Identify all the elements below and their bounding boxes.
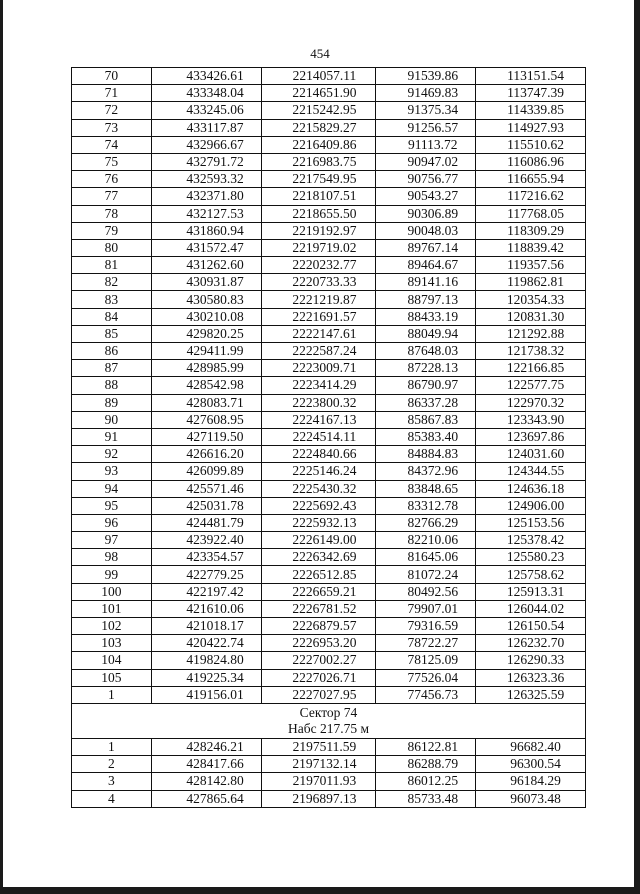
coord-x-cell: 430580.83 — [151, 291, 261, 308]
table-row — [72, 790, 586, 807]
coord-x-local-cell: 77526.04 — [376, 669, 476, 686]
scan-border-left — [0, 0, 3, 894]
coord-y-local-cell: 126044.02 — [476, 600, 586, 617]
coord-y-cell: 2225146.24 — [261, 463, 376, 480]
table-row — [72, 618, 586, 635]
table-row — [72, 188, 586, 205]
coord-x-local-cell: 84884.83 — [376, 446, 476, 463]
coord-x-local-cell: 91113.72 — [376, 136, 476, 153]
point-number-cell: 90 — [72, 411, 152, 428]
coord-x-cell: 430210.08 — [151, 308, 261, 325]
coord-y-cell: 2220232.77 — [261, 257, 376, 274]
coord-y-local-cell: 119357.56 — [476, 257, 586, 274]
point-number-cell: 71 — [72, 85, 152, 102]
coord-y-local-cell: 122577.75 — [476, 377, 586, 394]
point-number-cell: 84 — [72, 308, 152, 325]
table-row — [72, 497, 586, 514]
coord-y-local-cell: 96682.40 — [476, 738, 586, 755]
coord-y-local-cell: 114927.93 — [476, 119, 586, 136]
coord-x-local-cell: 83848.65 — [376, 480, 476, 497]
coord-x-cell: 431572.47 — [151, 239, 261, 256]
coord-x-cell: 419824.80 — [151, 652, 261, 669]
coord-x-local-cell: 77456.73 — [376, 686, 476, 703]
coord-x-cell: 432371.80 — [151, 188, 261, 205]
point-number-cell: 87 — [72, 360, 152, 377]
table-row — [72, 514, 586, 531]
point-number-cell: 1 — [72, 686, 152, 703]
point-number-cell: 103 — [72, 635, 152, 652]
point-number-cell: 76 — [72, 171, 152, 188]
coord-x-cell: 433426.61 — [151, 68, 261, 85]
coord-x-local-cell: 81645.06 — [376, 549, 476, 566]
coord-y-cell: 2226781.52 — [261, 600, 376, 617]
coord-y-local-cell: 118309.29 — [476, 222, 586, 239]
coord-y-local-cell: 96184.29 — [476, 773, 586, 790]
point-number-cell: 72 — [72, 102, 152, 119]
table-row — [72, 102, 586, 119]
coord-y-local-cell: 120831.30 — [476, 308, 586, 325]
table-row — [72, 394, 586, 411]
coord-y-cell: 2223009.71 — [261, 360, 376, 377]
coord-x-local-cell: 86122.81 — [376, 738, 476, 755]
table-row — [72, 377, 586, 394]
table-row — [72, 480, 586, 497]
coord-y-local-cell: 122166.85 — [476, 360, 586, 377]
coord-x-local-cell: 86012.25 — [376, 773, 476, 790]
coord-y-local-cell: 119862.81 — [476, 274, 586, 291]
coord-y-local-cell: 113151.54 — [476, 68, 586, 85]
coord-y-cell: 2197132.14 — [261, 756, 376, 773]
coord-x-cell: 420422.74 — [151, 635, 261, 652]
coord-y-cell: 2216409.86 — [261, 136, 376, 153]
coord-x-local-cell: 91256.57 — [376, 119, 476, 136]
coord-x-local-cell: 79907.01 — [376, 600, 476, 617]
coord-x-local-cell: 86790.97 — [376, 377, 476, 394]
point-number-cell: 73 — [72, 119, 152, 136]
table-row — [72, 532, 586, 549]
coord-x-local-cell: 90756.77 — [376, 171, 476, 188]
coord-y-local-cell: 123343.90 — [476, 411, 586, 428]
point-number-cell: 82 — [72, 274, 152, 291]
coord-x-local-cell: 86288.79 — [376, 756, 476, 773]
coord-y-local-cell: 124906.00 — [476, 497, 586, 514]
point-number-cell: 83 — [72, 291, 152, 308]
point-number-cell: 2 — [72, 756, 152, 773]
table-row — [72, 549, 586, 566]
coord-x-local-cell: 87228.13 — [376, 360, 476, 377]
coord-y-local-cell: 122970.32 — [476, 394, 586, 411]
coord-x-local-cell: 84372.96 — [376, 463, 476, 480]
table-row — [72, 274, 586, 291]
coord-y-local-cell: 124344.55 — [476, 463, 586, 480]
coord-y-local-cell: 121738.32 — [476, 343, 586, 360]
coord-y-cell: 2218655.50 — [261, 205, 376, 222]
point-number-cell: 78 — [72, 205, 152, 222]
coord-x-cell: 426616.20 — [151, 446, 261, 463]
point-number-cell: 102 — [72, 618, 152, 635]
point-number-cell: 70 — [72, 68, 152, 85]
coord-x-cell: 425571.46 — [151, 480, 261, 497]
coord-y-cell: 2223414.29 — [261, 377, 376, 394]
coord-x-local-cell: 88049.94 — [376, 325, 476, 342]
coord-x-cell: 432966.67 — [151, 136, 261, 153]
sector-header-row — [72, 703, 586, 738]
point-number-cell: 85 — [72, 325, 152, 342]
coord-y-cell: 2219192.97 — [261, 222, 376, 239]
coord-y-local-cell: 118839.42 — [476, 239, 586, 256]
coord-x-cell: 424481.79 — [151, 514, 261, 531]
coord-x-cell: 426099.89 — [151, 463, 261, 480]
coord-y-local-cell: 116086.96 — [476, 153, 586, 170]
coord-x-local-cell: 86337.28 — [376, 394, 476, 411]
coord-x-local-cell: 82210.06 — [376, 532, 476, 549]
main-rows — [72, 68, 586, 704]
sector-header-cell — [72, 703, 586, 738]
table-row — [72, 85, 586, 102]
coord-y-cell: 2214057.11 — [261, 68, 376, 85]
coord-y-cell: 2214651.90 — [261, 85, 376, 102]
coord-y-cell: 2226879.57 — [261, 618, 376, 635]
coord-y-cell: 2226953.20 — [261, 635, 376, 652]
coord-y-local-cell: 117768.05 — [476, 205, 586, 222]
point-number-cell: 95 — [72, 497, 152, 514]
point-number-cell: 101 — [72, 600, 152, 617]
coord-x-cell: 427608.95 — [151, 411, 261, 428]
point-number-cell: 97 — [72, 532, 152, 549]
table-row — [72, 205, 586, 222]
coord-x-cell: 429820.25 — [151, 325, 261, 342]
coord-x-cell: 421610.06 — [151, 600, 261, 617]
coord-y-cell: 2227002.27 — [261, 652, 376, 669]
point-number-cell: 93 — [72, 463, 152, 480]
coord-y-cell: 2219719.02 — [261, 239, 376, 256]
coord-x-local-cell: 89464.67 — [376, 257, 476, 274]
coord-x-cell: 422779.25 — [151, 566, 261, 583]
coord-y-local-cell: 125580.23 — [476, 549, 586, 566]
point-number-cell: 74 — [72, 136, 152, 153]
table-row — [72, 68, 586, 85]
coord-y-local-cell: 121292.88 — [476, 325, 586, 342]
coord-x-local-cell: 89767.14 — [376, 239, 476, 256]
coord-y-cell: 2220733.33 — [261, 274, 376, 291]
coord-x-cell: 433348.04 — [151, 85, 261, 102]
table-row — [72, 635, 586, 652]
coord-x-local-cell: 85867.83 — [376, 411, 476, 428]
coord-x-local-cell: 90947.02 — [376, 153, 476, 170]
coord-y-local-cell: 125758.62 — [476, 566, 586, 583]
point-number-cell: 81 — [72, 257, 152, 274]
coord-x-cell: 428542.98 — [151, 377, 261, 394]
coord-y-cell: 2226512.85 — [261, 566, 376, 583]
coord-x-local-cell: 91469.83 — [376, 85, 476, 102]
coord-y-local-cell: 117216.62 — [476, 188, 586, 205]
coord-y-cell: 2225932.13 — [261, 514, 376, 531]
coord-x-local-cell: 79316.59 — [376, 618, 476, 635]
coord-x-local-cell: 91375.34 — [376, 102, 476, 119]
coord-x-cell: 428083.71 — [151, 394, 261, 411]
coord-y-cell: 2215242.95 — [261, 102, 376, 119]
coord-y-cell: 2217549.95 — [261, 171, 376, 188]
point-number-cell: 104 — [72, 652, 152, 669]
coord-y-local-cell: 124031.60 — [476, 446, 586, 463]
coord-y-local-cell: 125153.56 — [476, 514, 586, 531]
coord-x-cell: 428246.21 — [151, 738, 261, 755]
coord-x-cell: 423354.57 — [151, 549, 261, 566]
coord-x-cell: 419156.01 — [151, 686, 261, 703]
coord-x-cell: 430931.87 — [151, 274, 261, 291]
coord-y-local-cell: 123697.86 — [476, 428, 586, 445]
table-row — [72, 686, 586, 703]
coord-y-cell: 2196897.13 — [261, 790, 376, 807]
table-row — [72, 239, 586, 256]
table-row — [72, 325, 586, 342]
table-row — [72, 291, 586, 308]
coord-x-local-cell: 89141.16 — [376, 274, 476, 291]
coord-y-cell: 2223800.32 — [261, 394, 376, 411]
coord-y-local-cell: 120354.33 — [476, 291, 586, 308]
coord-y-cell: 2216983.75 — [261, 153, 376, 170]
coord-y-cell: 2197511.59 — [261, 738, 376, 755]
point-number-cell: 80 — [72, 239, 152, 256]
coord-y-cell: 2227027.95 — [261, 686, 376, 703]
coord-x-cell: 427865.64 — [151, 790, 261, 807]
point-number-cell: 99 — [72, 566, 152, 583]
coord-y-cell: 2222147.61 — [261, 325, 376, 342]
sector-title: Сектор 74 — [299, 704, 358, 720]
coord-y-local-cell: 124636.18 — [476, 480, 586, 497]
coord-x-local-cell: 78125.09 — [376, 652, 476, 669]
table-row — [72, 360, 586, 377]
page-number: 454 — [310, 46, 330, 61]
coord-x-cell: 421018.17 — [151, 618, 261, 635]
point-number-cell: 91 — [72, 428, 152, 445]
table-row — [72, 153, 586, 170]
scan-border-bottom — [0, 887, 640, 894]
point-number-cell: 89 — [72, 394, 152, 411]
coord-y-local-cell: 113747.39 — [476, 85, 586, 102]
coord-y-local-cell: 126290.33 — [476, 652, 586, 669]
coord-y-local-cell: 114339.85 — [476, 102, 586, 119]
coord-x-local-cell: 82766.29 — [376, 514, 476, 531]
sector-header-group — [72, 703, 586, 738]
coord-x-local-cell: 85383.40 — [376, 428, 476, 445]
coord-y-local-cell: 115510.62 — [476, 136, 586, 153]
table-row — [72, 119, 586, 136]
table-row — [72, 738, 586, 755]
coord-x-local-cell: 91539.86 — [376, 68, 476, 85]
point-number-cell: 92 — [72, 446, 152, 463]
point-number-cell: 98 — [72, 549, 152, 566]
coord-y-cell: 2215829.27 — [261, 119, 376, 136]
point-number-cell: 88 — [72, 377, 152, 394]
coord-y-local-cell: 125378.42 — [476, 532, 586, 549]
coord-y-local-cell: 116655.94 — [476, 171, 586, 188]
point-number-cell: 96 — [72, 514, 152, 531]
table-row — [72, 463, 586, 480]
coord-x-local-cell: 90048.03 — [376, 222, 476, 239]
coord-y-local-cell: 96300.54 — [476, 756, 586, 773]
coord-y-local-cell: 126323.36 — [476, 669, 586, 686]
coord-y-cell: 2224514.11 — [261, 428, 376, 445]
coord-y-cell: 2224840.66 — [261, 446, 376, 463]
coord-y-cell: 2226659.21 — [261, 583, 376, 600]
coord-y-local-cell: 96073.48 — [476, 790, 586, 807]
coord-x-local-cell: 87648.03 — [376, 343, 476, 360]
table-row — [72, 600, 586, 617]
coord-x-cell: 431262.60 — [151, 257, 261, 274]
coord-x-cell: 422197.42 — [151, 583, 261, 600]
table-row — [72, 222, 586, 239]
point-number-cell: 3 — [72, 773, 152, 790]
point-number-cell: 79 — [72, 222, 152, 239]
coord-y-cell: 2226342.69 — [261, 549, 376, 566]
coord-x-cell: 419225.34 — [151, 669, 261, 686]
coord-y-local-cell: 126150.54 — [476, 618, 586, 635]
coord-x-local-cell: 80492.56 — [376, 583, 476, 600]
coord-x-cell: 423922.40 — [151, 532, 261, 549]
table-row — [72, 171, 586, 188]
point-number-cell: 105 — [72, 669, 152, 686]
coord-y-cell: 2197011.93 — [261, 773, 376, 790]
scan-border-right — [634, 0, 640, 894]
table-row — [72, 308, 586, 325]
coord-x-cell: 432791.72 — [151, 153, 261, 170]
coord-y-cell: 2218107.51 — [261, 188, 376, 205]
point-number-cell: 100 — [72, 583, 152, 600]
point-number-cell: 75 — [72, 153, 152, 170]
coord-y-cell: 2224167.13 — [261, 411, 376, 428]
table-row — [72, 566, 586, 583]
coord-x-local-cell: 78722.27 — [376, 635, 476, 652]
coord-x-cell: 428142.80 — [151, 773, 261, 790]
table-row — [72, 411, 586, 428]
table-row — [72, 669, 586, 686]
point-number-cell: 86 — [72, 343, 152, 360]
coord-y-cell: 2225692.43 — [261, 497, 376, 514]
sector-rows — [72, 738, 586, 807]
coord-x-local-cell: 83312.78 — [376, 497, 476, 514]
coordinates-table — [71, 67, 586, 808]
coord-x-cell: 433245.06 — [151, 102, 261, 119]
point-number-cell: 4 — [72, 790, 152, 807]
coord-x-cell: 433117.87 — [151, 119, 261, 136]
coord-x-cell: 428417.66 — [151, 756, 261, 773]
coord-y-cell: 2221691.57 — [261, 308, 376, 325]
point-number-cell: 94 — [72, 480, 152, 497]
coord-y-local-cell: 126232.70 — [476, 635, 586, 652]
coord-x-cell: 431860.94 — [151, 222, 261, 239]
coord-x-cell: 425031.78 — [151, 497, 261, 514]
coord-x-local-cell: 85733.48 — [376, 790, 476, 807]
coord-x-local-cell: 90306.89 — [376, 205, 476, 222]
coord-x-cell: 428985.99 — [151, 360, 261, 377]
coord-x-local-cell: 81072.24 — [376, 566, 476, 583]
sector-subtitle: Набс 217.75 м — [287, 720, 370, 736]
coord-y-local-cell: 125913.31 — [476, 583, 586, 600]
table-row — [72, 446, 586, 463]
table-row — [72, 343, 586, 360]
coord-x-local-cell: 88797.13 — [376, 291, 476, 308]
coord-y-cell: 2227026.71 — [261, 669, 376, 686]
point-number-cell: 77 — [72, 188, 152, 205]
coord-x-cell: 432127.53 — [151, 205, 261, 222]
table-row — [72, 257, 586, 274]
coord-y-cell: 2225430.32 — [261, 480, 376, 497]
table-row — [72, 652, 586, 669]
coord-x-cell: 427119.50 — [151, 428, 261, 445]
coord-y-cell: 2222587.24 — [261, 343, 376, 360]
table-row — [72, 428, 586, 445]
table-row — [72, 773, 586, 790]
coord-x-cell: 432593.32 — [151, 171, 261, 188]
table-row — [72, 583, 586, 600]
coord-y-cell: 2226149.00 — [261, 532, 376, 549]
coord-y-cell: 2221219.87 — [261, 291, 376, 308]
coord-x-local-cell: 90543.27 — [376, 188, 476, 205]
coord-y-local-cell: 126325.59 — [476, 686, 586, 703]
coord-x-local-cell: 88433.19 — [376, 308, 476, 325]
coord-x-cell: 429411.99 — [151, 343, 261, 360]
table-row — [72, 136, 586, 153]
table-row — [72, 756, 586, 773]
point-number-cell: 1 — [72, 738, 152, 755]
